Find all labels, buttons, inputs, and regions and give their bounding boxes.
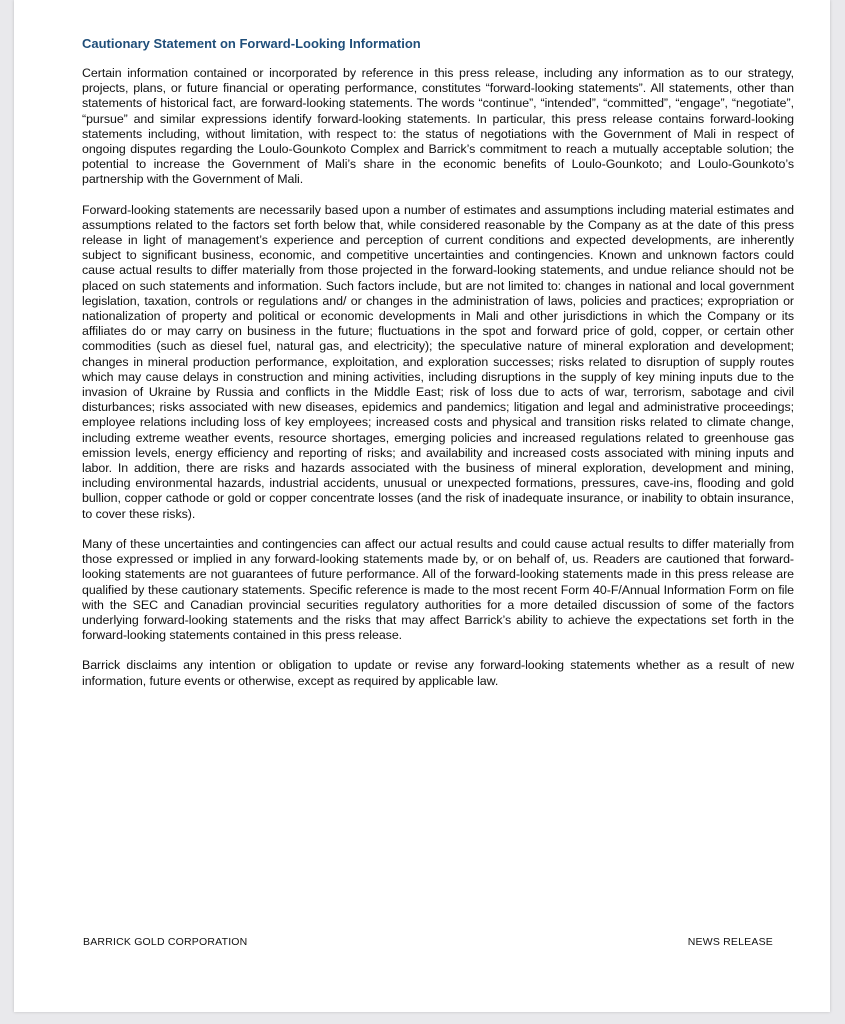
footer-company-name: BARRICK GOLD CORPORATION [83,936,248,948]
paragraph-disclaimer: Barrick disclaims any intention or obligation to update or revise any forward-looking statements whether as a result of new information, future events or otherwise, except as required by applicable law. [82,658,794,688]
paragraph-intro: Certain information contained or incorporated by reference in this press release, including any information as to our strategy, projects, plans, or future financial or operating performance, constitutes “forward-looking statements”. All statements, other than statements of historical fact, are forward-looking statements. The words “continue”, “intended”, “committed”, “engage”, “negotiate”, “pursue” and similar expressions identify forward-looking statements. In particular, this press release contains forward-looking statements including, without limitation, with respect to: the status of negotiations with the Government of Mali in respect of ongoing disputes regarding the Loulo-Gounkoto Complex and Barrick’s commitment to reach a mutually acceptable solution; the potential to increase the Government of Mali’s share in the economic benefits of Loulo-Gounkoto; and Loulo-Gounkoto’s partnership with the Government of Mali. [82,66,794,187]
section-heading: Cautionary Statement on Forward-Looking Information [82,36,421,51]
paragraph-uncertainties: Many of these uncertainties and contingencies can affect our actual results and could cause actual results to differ materially from those expressed or implied in any forward-looking statements made by, or on behalf of, us. Readers are cautioned that forward-looking statements are not guarantees of future performance. All of the forward-looking statements made in this press release are qualified by these cautionary statements. Specific reference is made to the most recent Form 40-F/Annual Information Form on file with the SEC and Canadian provincial securities regulatory authorities for a more detailed discussion of some of the factors underlying forward-looking statements and the risks that may affect Barrick’s ability to achieve the expectations set forth in the forward-looking statements contained in this press release. [82,536,794,643]
document-page [14,0,830,1012]
document-body [82,36,794,704]
footer-document-type: NEWS RELEASE [687,936,773,948]
paragraph-assumptions-and-risk-factors: Forward-looking statements are necessarily based upon a number of estimates and assumptions including material estimates and assumptions related to the factors set forth below that, while considered reasonable by the Company as at the date of this press release in light of management’s experience and perception of current conditions and expected developments, are inherently subject to significant business, economic, and competitive uncertainties and contingencies. Known and unknown factors could cause actual results to differ materially from those projected in the forward-looking statements, and undue reliance should not be placed on such statements and information. Such factors include, but are not limited to: changes in national and local government legislation, taxation, controls or regulations and/ or changes in the administration of laws, policies and practices; expropriation or nationalization of property and political or economic developments in Mali and other jurisdictions in which the Company or its affiliates do or may carry on business in the future; fluctuations in the spot and forward price of gold, copper, or certain other commodities (such as diesel fuel, natural gas, and electricity); the speculative nature of mineral exploration and development; changes in mineral production performance, exploitation, and exploration successes; risks related to disruption of supply routes which may cause delays in construction and mining activities, including disruptions in the supply of key mining inputs due to the invasion of Ukraine by Russia and conflicts in the Middle East; risk of loss due to acts of war, terrorism, sabotage and civil disturbances; risks associated with new diseases, epidemics and pandemics; litigation and legal and administrative proceedings; employee relations including loss of key employees; increased costs and physical and transition risks related to climate change, including extreme weather events, resource shortages, emerging policies and increased regulations related to greenhouse gas emission levels, energy efficiency and reporting of risks; and availability and increased costs associated with mining inputs and labor. In addition, there are risks and hazards associated with the business of mineral exploration, development and mining, including environmental hazards, industrial accidents, unusual or unexpected formations, pressures, cave-ins, flooding and gold bullion, copper cathode or gold or copper concentrate losses (and the risk of inadequate insurance, or inability to obtain insurance, to cover these risks). [82,202,794,521]
